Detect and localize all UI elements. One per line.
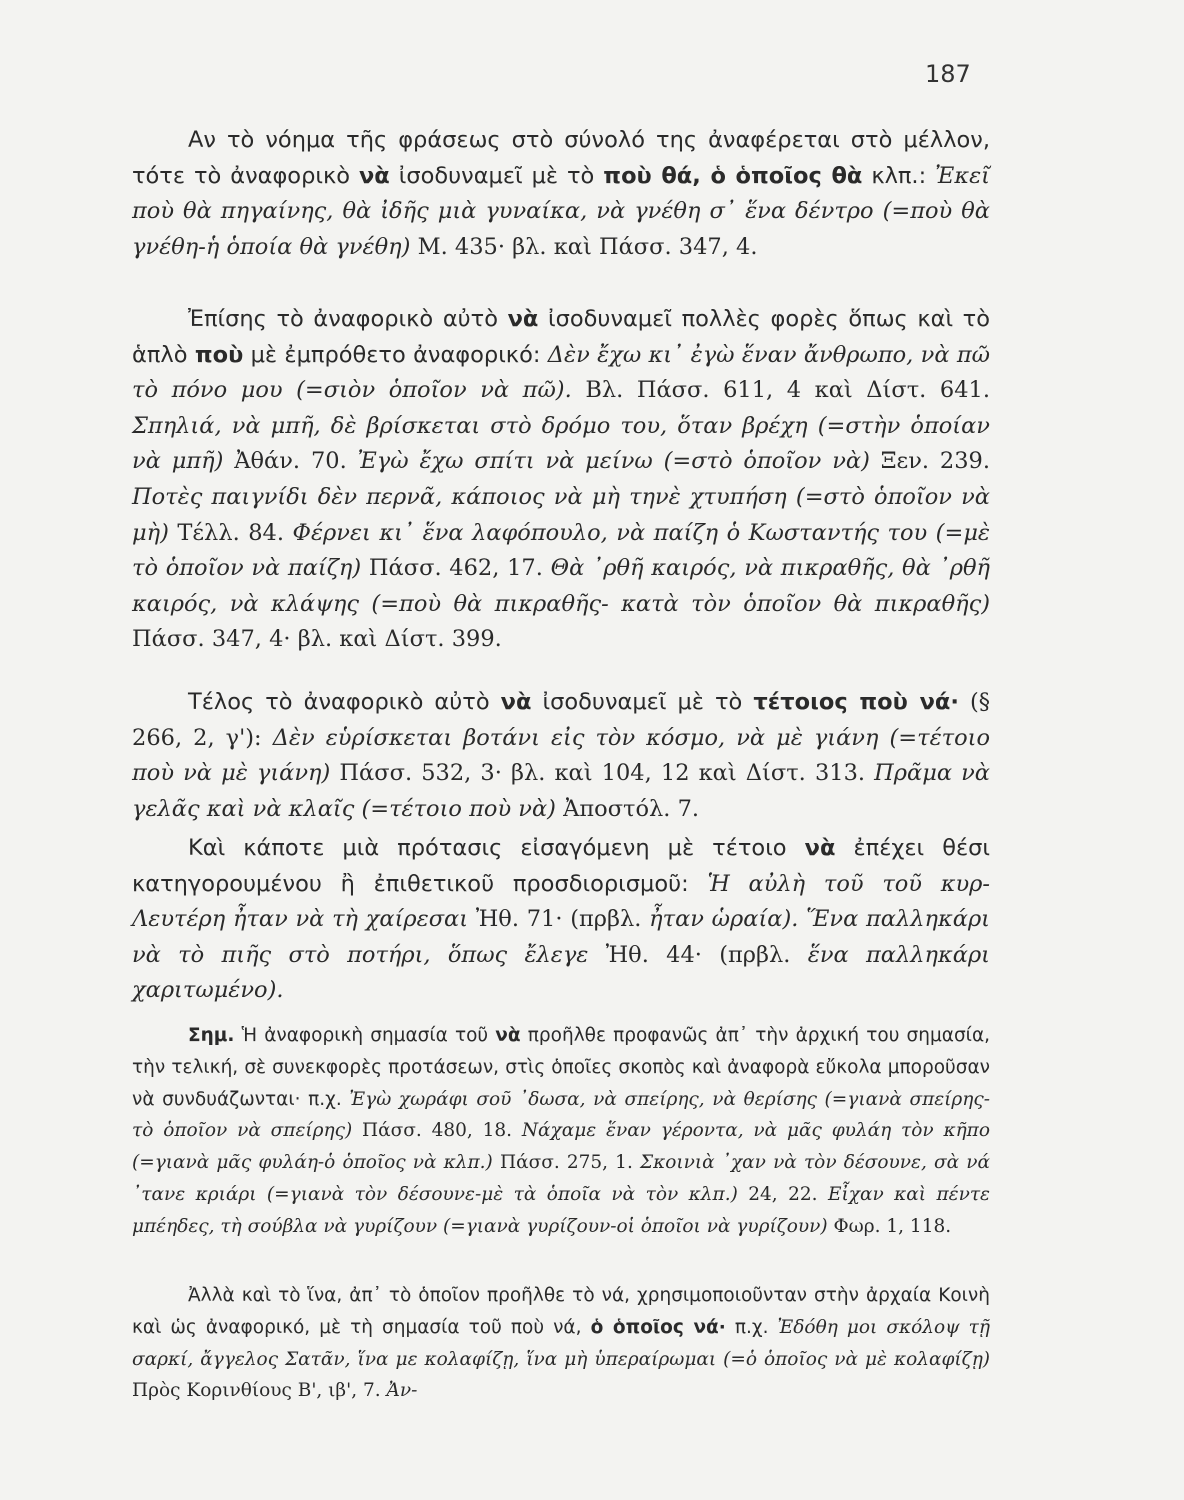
section-reference: (§ 266, 2, γ'): (132, 689, 990, 751)
paragraph-simple-pou (132, 302, 990, 658)
keyword-na: νὰ (804, 835, 836, 861)
para-text: Τέλος τὸ ἀναφορικὸ αὐτὸ (188, 689, 490, 715)
source-reference: Ἀποστόλ. 7. (563, 795, 700, 822)
para-text: Ἀλλὰ καὶ τὸ ἵνα, ἀπ᾽ τὸ ὁποῖον προῆλθε τὸ νά, χρησιμοποιοῦνταν στὴν ἀρχαία Κοινὴ καὶ ὡς ἀναφορικό, μὲ τὴ σημασία τοῦ ποὺ νά, (132, 1285, 990, 1338)
source-reference: Βλ. Πάσσ. 611, 4 καὶ Δίστ. 641. (585, 377, 990, 404)
example-quote: Εἶχαν καὶ πέντε μπέηδες, τὴ σούβλα νὰ γυρίζουν (=γιανὰ γυρίζουν-οἱ ὁποῖοι νὰ γυρίζουν) (132, 1183, 990, 1237)
example-quote: Ἐκεῖ ποὺ θὰ πηγαίνης, θὰ ἰδῆς μιὰ γυναίκα, νὰ γνέθη σ᾽ ἕνα δέντρο (=ποὺ θὰ γνέθη-ἡ ὁποία θὰ γνέθη) (132, 162, 990, 260)
para-text: Καὶ κάποτε μιὰ πρότασις εἰσαγόμενη μὲ τέτοιο (188, 835, 787, 861)
source-reference: Φωρ. 1, 118. (833, 1215, 952, 1237)
continuation-word: Ἀν- (386, 1380, 418, 1402)
keyword-na: νὰ (507, 306, 539, 332)
source-reference: Πάσσ. 462, 17. (368, 555, 543, 582)
paragraph-future-reference (132, 123, 990, 265)
example-quote: Ἐγὼ ἔχω σπίτι νὰ μείνω (=στὸ ὁποῖον νὰ) (357, 448, 870, 475)
example-quote: Σκοινιὰ ᾽χαν νὰ τὸν δέσουνε, σὰ νά ᾽τανε κριάρι (=γιανὰ τὸν δέσουνε-μὲ τὰ ὁποῖα νὰ τὸν κλπ.) (132, 1152, 990, 1205)
para-text: ἰσοδυναμεῖ μὲ τὸ (542, 689, 743, 715)
para-text: ἐπέχει θέσι κατηγορουμένου ἢ ἐπιθετικοῦ προσδιορισμοῦ: (132, 835, 990, 897)
page-number: 187 (925, 60, 971, 88)
source-reference: Ἠθ. 44· (πρβλ. (605, 941, 791, 968)
keyword-na: νὰ (358, 162, 390, 189)
source-reference: Ξεν. 239. (880, 448, 990, 475)
keyword-o-opoios-na: ὁ ὁποῖος νά· (590, 1316, 726, 1338)
source-reference: Πρὸς Κορινθίους Β', ιβ', 7. (132, 1380, 381, 1402)
keyword-na: νὰ (495, 1025, 521, 1046)
source-reference: Πάσσ. 480, 18. (362, 1120, 513, 1142)
example-quote: Δὲν ἔχω κι᾽ ἐγὼ ἕναν ἄνθρωπο, νὰ πῶ τὸ πόνο μου (=σιὸν ὁποῖον νὰ πῶ). (132, 341, 990, 404)
example-quote: Ποτὲς παιγνίδι δὲν περνᾶ, κάποιος νὰ μὴ τηνὲ χτυπήση (=στὸ ὁποῖον νὰ μὴ) (132, 483, 990, 546)
para-text: κλπ.: (871, 162, 927, 189)
comparison-quote: ἦταν ὡραία). (649, 906, 799, 933)
source-reference: Πάσσ. 347, 4· βλ. καὶ Δίστ. 399. (132, 626, 502, 653)
note-text: Ἡ ἀναφορικὴ σημασία τοῦ (241, 1025, 489, 1046)
para-text: π.χ. (734, 1316, 769, 1338)
example-quote: Ἕνα παλληκάρι νὰ τὸ πιῆς στὸ ποτήρι, ὅπως ἔλεγε (132, 906, 991, 968)
paragraph-predicate (132, 831, 990, 1009)
para-text: Ἐπίσης τὸ ἀναφορικὸ αὐτὸ (188, 306, 498, 332)
paragraph-ina (132, 1280, 990, 1407)
note-text: προῆλθε προφανῶς ἀπ᾽ τὴν ἀρχική του σημασία, τὴν τελική, σὲ συνεκφορὲς προτάσεων, στὶς ὁποῖες σκοπὸς καὶ ἀναφορὰ εὔκολα μποροῦσαν νὰ συνδυάζωνται· π.χ. (132, 1025, 991, 1110)
para-text: μὲ ἐμπρόθετο ἀναφορικό: (250, 341, 541, 368)
example-quote: Δὲν εὑρίσκεται βοτάνι εἰς τὸν κόσμο, νὰ μὲ γιάνη (=τέτοιο ποὺ νὰ μὲ γιάνη) (132, 724, 991, 787)
paragraph-tetoios (132, 685, 990, 827)
source-reference: Ἀθάν. 70. (234, 448, 347, 475)
source-reference: Πάσσ. 275, 1. (499, 1152, 633, 1174)
note-label: Σημ. (188, 1025, 235, 1046)
example-quote: Ἐδόθη μοι σκόλοψ τῇ σαρκί, ἄγγελος Σατᾶν, ἵνα με κολαφίζῃ, ἵνα μὴ ὑπεραίρωμαι (=ὁ ὁποῖος νὰ μὲ κολαφίζῃ) (132, 1316, 990, 1370)
example-quote: Πρᾶμα νὰ γελᾶς καὶ νὰ κλαῖς (=τέτοιο ποὺ νὰ) (132, 760, 990, 822)
example-quote: Σπηλιά, νὰ μπῆ, δὲ βρίσκεται στὸ δρόμο του, ὅταν βρέχη (=στὴν ὁποίαν νὰ μπῆ) (132, 412, 990, 475)
keyword-pou: ποὺ (194, 341, 244, 368)
source-reference: Μ. 435· βλ. καὶ Πάσσ. 347, 4. (417, 233, 758, 260)
source-reference: Ἠθ. 71· (πρβλ. (475, 906, 642, 933)
source-reference: 24, 22. (748, 1183, 818, 1205)
para-text: ἰσοδυναμεῖ πολλὲς φορὲς ὅπως καὶ τὸ ἁπλὸ (132, 306, 990, 368)
comparison-quote: ἕνα παλληκάρι χαριτωμένο). (132, 941, 990, 1004)
keyword-na: νὰ (500, 689, 532, 715)
para-text: Αν τὸ νόημα τῆς φράσεως στὸ σύνολό της ἀναφέρεται στὸ μέλλον, τότε τὸ ἀναφορικὸ (132, 127, 990, 189)
example-quote: Νάχαμε ἕναν γέροντα, νὰ μᾶς φυλάη τὸν κῆπο (=γιανὰ μᾶς φυλάη-ὁ ὁποῖος νὰ κλπ.) (132, 1120, 990, 1174)
keyword-pou-tha: ποὺ θά, ὁ ὁποῖος θὰ (603, 162, 863, 189)
source-reference: Τέλλ. 84. (177, 519, 285, 546)
example-quote: Θὰ ᾽ρθῆ καιρός, νὰ πικραθῆς, θὰ ᾽ρθῆ καιρός, νὰ κλάψης (=ποὺ θὰ πικραθῆς- κατὰ τὸν ὁποῖον θὰ πικραθῆς) (132, 555, 991, 617)
example-quote: Ἐγὼ χωράφι σοῦ ᾽δωσα, νὰ σπείρης, νὰ θερίσης (=γιανὰ σπείρης-τὸ ὁποῖον νὰ σπείρης) (132, 1088, 990, 1142)
para-text: ἰσοδυναμεῖ μὲ τὸ (398, 162, 595, 189)
note-block (132, 1020, 990, 1243)
example-quote: Φέρνει κι᾽ ἕνα λαφόπουλο, νὰ παίζη ὁ Κωσταντής του (=μὲ τὸ ὁποῖον νὰ παίζη) (132, 519, 991, 582)
source-reference: Πάσσ. 532, 3· βλ. καὶ 104, 12 καὶ Δίστ. 313. (339, 760, 866, 787)
example-quote: Ἡ αὐλὴ τοῦ τοῦ κυρ-Λευτέρη ἦταν νὰ τὴ χαίρεσαι (132, 870, 991, 933)
keyword-tetoios: τέτοιος ποὺ νά· (753, 689, 959, 715)
